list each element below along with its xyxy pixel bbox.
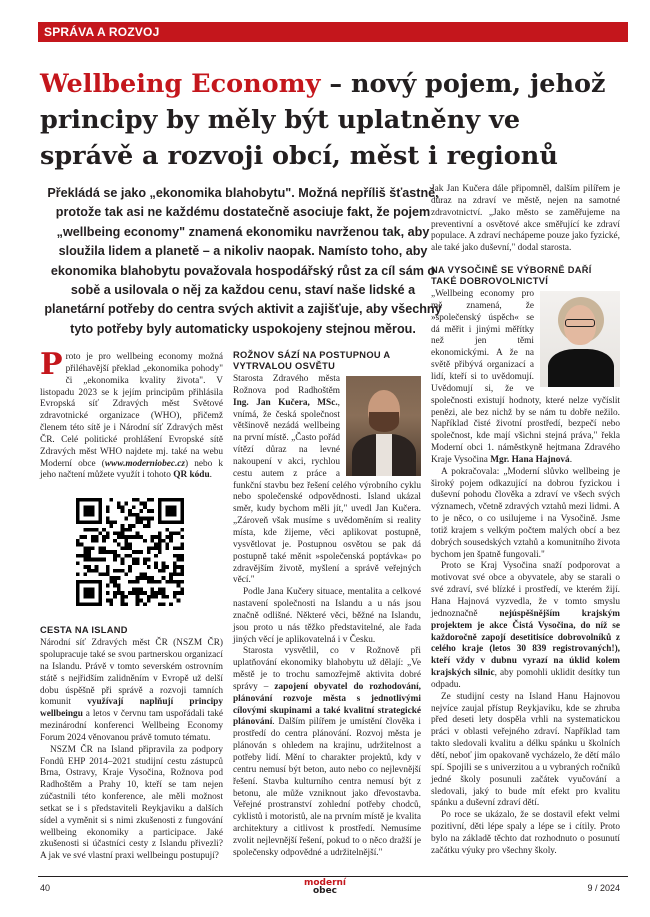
col3-paragraph-4 bbox=[431, 561, 620, 691]
qr-code-icon[interactable] bbox=[76, 498, 184, 606]
col2-paragraph-2: Podle Jana Kučery situace, mentalita a celkové nastavení společnosti na Islandu a u nás jsou značně odlišné. Některé věci, běžné na Islandu, jsou proto u nás těžko představitelné, ale řada jiných věcí je aplikovatelná i v Česku. bbox=[233, 587, 421, 645]
qr-code-label: QR kódu bbox=[173, 470, 210, 481]
col2-paragraph-3 bbox=[233, 646, 421, 859]
col3-paragraph-6: Po roce se ukázalo, že se dostavil efekt velmi pozitivní, děti lépe spaly a lépe se i cítily. Proto bylo na základě těchto dat rozhodnuto o posunutí začátku výuky pro všechny školy. bbox=[431, 810, 620, 856]
col2-p1-text-b: , vnímá, že česká společnost většinově nezádá wellbeing na první místě. „Často pořád vítězí důraz na levné nakoupení v akci, rychlou cestu autem z práce a funkční stavbu bez řešení celého výrobního cyklu nebo společenské odpovědnosti. Island ukázal směr, kudy bychom měli jít," uvedl Jan Kučera. „Zároveň však musíme s uvědoměním si reality místa, kde žijeme, věci aplikovat postupně, vysvětlovat je. Postupnou osvětou se pak dá postupně také měnit »společenská poptávka« po zdravějším životě, myšlení a správě veřejných věcí." bbox=[233, 397, 421, 586]
col3-paragraph-3: A pokračovala: „Moderní slůvko wellbeing je široký pojem odkazující na dobrou fyzickou i duševní pohodu člověka a zdraví ve všech svých významech, včetně zdravých vztahů mezi lidmi. A to je něco, o co usilujeme i na Vysočině. Jsme totiž krajem s velkým počtem malých obcí a bez dobrých sousedských vztahů a komunitního života bychom jen špatně fungovali." bbox=[431, 466, 620, 560]
subhead-vysocina: NA VYSOČINĚ SE VÝBORNĚ DAŘÍ TAKÉ DOBROVOLNICTVÍ bbox=[431, 265, 592, 287]
subhead-roznov: ROŽNOV SÁZÍ NA POSTUPNOU A VYTRVALOU OSVĚTU bbox=[233, 350, 391, 371]
column-1 bbox=[40, 347, 224, 863]
col3-p2-text-b: . bbox=[569, 454, 573, 465]
col2-p3-bold: zapojení obyvatel do rozhodování, plánování rozvoje města s jednotlivými cílovými skupinami a také kvalitní strategické plánování bbox=[233, 681, 421, 728]
col2-p3-text-a: Starosta vysvětlil, co v Rožnově při uplatňování ekonomiky blahobytu už dělají: „Ve městě je to trochu samozřejmě aktivita dobré správy – bbox=[233, 646, 421, 692]
title-accent: Wellbeing Economy bbox=[40, 69, 321, 99]
column-3 bbox=[431, 184, 620, 858]
article-title bbox=[40, 66, 620, 174]
col1-p1-text-c: . bbox=[209, 470, 212, 481]
person-name-kucera: Ing. Jan Kučera, MSc. bbox=[233, 397, 338, 408]
col2-p1-text-a: Starosta Zdravého města Rožnova pod Radhoštěm bbox=[233, 374, 340, 396]
col1-paragraph-1 bbox=[40, 347, 224, 482]
portrait-jan-kucera bbox=[346, 376, 421, 476]
page-number: 40 bbox=[40, 883, 51, 893]
website-link[interactable]: www.moderniobec.cz bbox=[104, 458, 186, 469]
magazine-logo bbox=[303, 879, 347, 895]
title-rest: – nový pojem, jehož principy by měly být uplatněny ve správě a rozvoji obcí, měst i regionů bbox=[40, 69, 606, 171]
logo-line-1: moderní bbox=[303, 878, 347, 888]
col3-p4-bold: nejúspěšnějším krajským projektem je akce Čistá Vysočina, do níž se každoročně zapojí desetitisíce dobrovolníků z celého kraje (letos 30 839 registrovaných!), kteří vždy v dubnu vyrazí na úklid kolem krajských silnic bbox=[431, 608, 620, 679]
col3-p4-text-b: , aby pomohli uklidit desítky tun odpadu. bbox=[431, 668, 621, 690]
col3-paragraph-1: Jak Jan Kučera dále připomněl, dalším pilířem je důraz na zdraví ve městě, nejen na samotné zdravotnictví. „Jako město se zaměřujeme na preventivní a osvětové akce směřující ke zdraví populace. A zdraví nechápeme pouze jako fyzické, ale také jako duševní," dodal starosta. bbox=[431, 184, 620, 254]
column-2 bbox=[233, 350, 421, 860]
col1-p1-text-b: ) nebo k jeho načtení můžete využít i tohoto bbox=[40, 458, 224, 481]
dropcap: P bbox=[40, 347, 63, 382]
section-tag: SPRÁVA A ROZVOJ bbox=[38, 22, 628, 42]
footer-rule bbox=[38, 876, 628, 877]
col3-p2-text-a: „Wellbeing economy pro mě znamená, že »společenský úspěch« se dá měřit i jinými měřítky než jen těmi ekonomickými. A že na světě přibývá organizací a lidí, kteří si to uvědomují. Uvědomují si, že ve společnosti existují hodnoty, které nelze vyčíslit penězi, ale bez nichž by se nám tu dobře nežilo. Například čisté životní prostředí, bezpečí nebo společnost, kde mají všichni stejná práva," řekla Moderní obci 1. náměstkyně hejtmana Zdravého Kraje Vysočina bbox=[431, 289, 620, 465]
subhead-cesta-na-island: CESTA NA ISLAND bbox=[40, 625, 128, 636]
col1-p2-text-b: a letos v červnu tam uspořádali také mezinárodní konferenci Wellbeing Economy Forum 2024 věnovanou právě tomuto tématu. bbox=[40, 709, 223, 743]
col2-p3-text-b: . Dalším pilířem je umístění člověka i prostředí do centra plánování. Rozvoj města je plánován s ohledem na krajinu, udržitelnost a potřeby lidí. Mění to charakter projektů, kdy v centru nemusí být beton, auto nebo co nejlevnější řešení. Stavba kulturního centra nemusí být z betonu, ale může vzniknout jako dřevostavba. Veřejné prostranství zohlední potřeby chodců, cyklistů i motoristů, ale na prvním místě je kvalita architektury a citlivost k prostředí. Nemusíme zvolit nejlevnější řešení, pokud to o něco dražší je společensky odpovědné a udržitelnější." bbox=[233, 717, 421, 858]
portrait-hana-hajnova bbox=[540, 291, 620, 387]
col3-p4-text-a: Proto se Kraj Vysočina snaží podporovat a motivovat své obce a obyvatele, aby se starali o své zdraví, své blízké i prostředí, ve kterém žijí. Hana Hajnová vyzvedla, že v tomto smyslu jednoznačně bbox=[431, 561, 620, 619]
person-name-hajnova: Mgr. Hana Hajnová bbox=[490, 454, 570, 465]
col1-p1-text-a: roto je pro wellbeing economy možná přiléhavější překlad „ekonomika pohody" či „ekonomika kvality života". V listopadu 2023 se k jejím principům přihlásila Evropská síť Zdravých měst Světové zdravotnické organizace (WHO), přičemž členem této sítě je i Národní síť Zdravých měst ČR. Celé politické prohlášení Evropské sítě Zdravých měst WHO najdete mj. také na webu Moderní obce ( bbox=[40, 352, 223, 469]
issue-number: 9 / 2024 bbox=[587, 883, 620, 893]
col1-paragraph-2 bbox=[40, 638, 223, 745]
col1-p2-text-a: Národní síť Zdravých měst ČR (NSZM ČR) spolupracuje také se svou partnerskou organizací na Islandu. Právě v tomto severském ostrovním státě s nejřidším zalidněním v Evropě už delší dobu úspěšně při správě a rozvoji tamních komunit bbox=[40, 638, 223, 708]
logo-line-2: obec bbox=[312, 886, 338, 896]
col1-p2-bold: využívají naplňují principy wellbeingu bbox=[40, 697, 223, 720]
col1-paragraph-3: NSZM ČR na Island připravila za podpory Fondů EHP 2014–2021 studijní cestu zástupců Brna, Ostravy, Kraje Vysočina, Rožnova pod Radhoštěm a Prahy 10, kteří se tam nejen zúčastnili této konference, ale měli možnost setkat se i s představiteli Reykjaviku a dalších sídel a vyměnit si s nimi zkušenosti z fungování wellbeing ekonomiky a participace. Jaké zkušenosti si účastníci cesty z Islandu přivezli? A jak ve své vlastní praxi wellbeingu postupují? bbox=[40, 744, 223, 862]
article-lead: Překládá se jako „ekonomika blahobytu". Možná nepříliš šťastně, protože tak asi ne každému dostatečně asociuje fakt, že pojem „wellbeing economy" znamená ekonomiku navrženou tak, aby sloužila lidem a planetě – a nikoliv naopak. Namísto toho, aby ekonomika blahobytu považovala hospodářský růst za cíl sám o sobě a usilovala o něj za každou cenu, staví naše lidské a planetární potřeby do centra svých aktivit a zajišťuje, aby všechny tyto potřeby byly automaticky uspokojeny stejnou měrou. bbox=[44, 186, 442, 336]
col3-paragraph-5: Ze studijní cesty na Island Hanu Hajnovou nejvíce zaujal přístup Reykjaviku, kde se zhruba před deseti lety dospěla vrhli na systematickou práci v oblasti veřejného zdraví. Například tam takto sledovali kvalitu a délku spánku u školních dětí, neboť jim opakovaně vycházelo, že dětí málo spí. Spojili se s univerzitou a u vybraných ročníků jedné školy posunuli začátek vyučování a sledovali, jaký to bude mít efekt pro kvalitu spánku a duševní zdraví dětí. bbox=[431, 691, 620, 809]
